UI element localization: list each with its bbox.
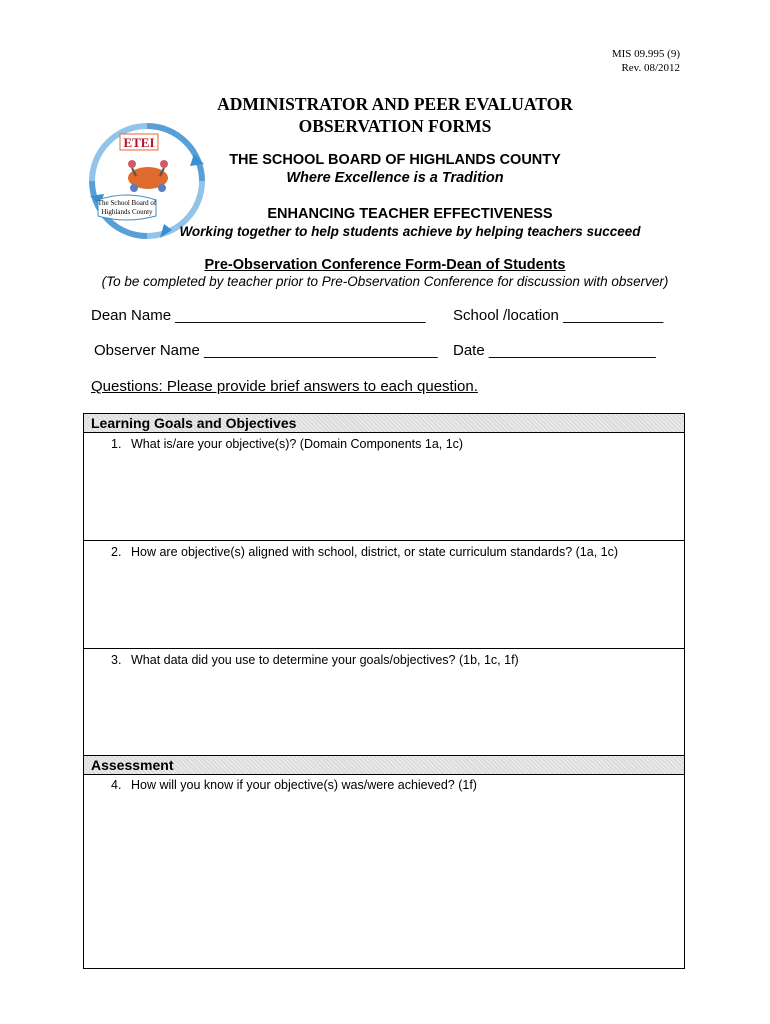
question-number: 3. (111, 653, 122, 667)
program-tagline: Working together to help students achieve by helping teachers succeed (179, 224, 641, 239)
question-3 (111, 653, 519, 667)
logo-text-line2: Highlands County (101, 208, 153, 216)
school-location-field[interactable]: School /location ____________ (453, 307, 664, 324)
section-header-assessment (84, 756, 684, 775)
form-subtitle: (To be completed by teacher prior to Pre-Observation Conference for discussion with observer) (101, 274, 669, 289)
page-title (170, 93, 620, 137)
question-4 (111, 778, 477, 792)
divider (84, 648, 684, 649)
instructions: Questions: Please provide brief answers to each question. (91, 378, 478, 395)
question-1 (111, 437, 463, 451)
question-number: 1. (111, 437, 122, 451)
program-name: ENHANCING TEACHER EFFECTIVENESS (267, 206, 553, 222)
logo-acronym: ETEI (123, 135, 155, 150)
question-2 (111, 545, 618, 559)
form-title: Pre-Observation Conference Form-Dean of Students (204, 257, 566, 273)
program (160, 205, 660, 241)
question-text: How will you know if your objective(s) was/were achieved? (1f) (131, 778, 477, 792)
revision-date: Rev. 08/2012 (621, 62, 680, 74)
document-id (612, 47, 680, 75)
divider (84, 540, 684, 541)
question-text: How are objective(s) aligned with school, district, or state curriculum standards? (1a, 1c) (131, 545, 619, 559)
date-field[interactable]: Date ____________________ (453, 342, 656, 359)
form-number: MIS 09.995 (9) (611, 48, 680, 60)
observer-name-field[interactable]: Observer Name ____________________________ (94, 342, 438, 359)
organization-name: THE SCHOOL BOARD OF HIGHLANDS COUNTY (229, 152, 561, 168)
question-text: What is/are your objective(s)? (Domain Components 1a, 1c) (131, 437, 464, 451)
organization-motto: Where Excellence is a Tradition (286, 170, 504, 186)
questions-table (83, 413, 685, 969)
question-text: What data did you use to determine your goals/objectives? (1b, 1c, 1f) (131, 653, 519, 667)
dean-name-field[interactable]: Dean Name ______________________________ (91, 307, 426, 324)
section-heading: Learning Goals and Objectives (91, 415, 297, 431)
question-number: 4. (111, 778, 122, 792)
logo-text-line1: The School Board of (97, 199, 157, 207)
question-number: 2. (111, 545, 122, 559)
title-line-1: ADMINISTRATOR AND PEER EVALUATOR (217, 94, 573, 114)
organization (170, 151, 620, 187)
section-header-learning-goals (84, 414, 684, 433)
section-heading: Assessment (91, 757, 174, 773)
title-line-2: OBSERVATION FORMS (298, 116, 492, 136)
